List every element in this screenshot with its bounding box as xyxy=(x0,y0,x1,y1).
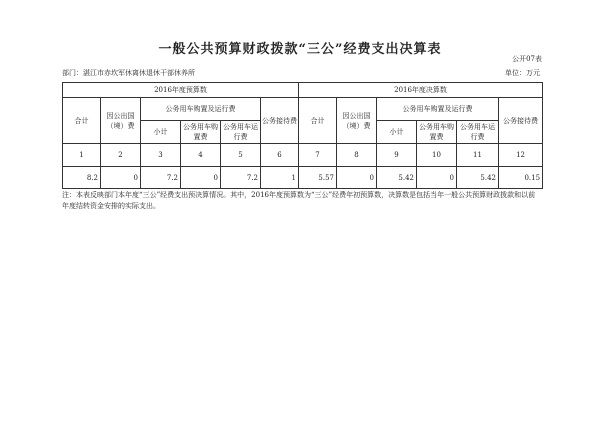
table-cell: 5.57 xyxy=(299,167,337,189)
table-cell: 7.2 xyxy=(221,167,261,189)
final-vehicle-header: 公务用车购置及运行费 xyxy=(377,98,499,121)
column-number: 8 xyxy=(337,144,377,167)
table-row xyxy=(63,167,543,189)
budget-group-header: 2016年度预算数 xyxy=(63,83,299,98)
budget-total-header: 合计 xyxy=(63,98,101,144)
final-group-header: 2016年度决算数 xyxy=(299,83,543,98)
budget-vehicle-operation-header: 公务用车运行费 xyxy=(221,121,261,144)
table-cell: 0 xyxy=(181,167,221,189)
table-cell: 8.2 xyxy=(63,167,101,189)
budget-vehicle-header: 公务用车购置及运行费 xyxy=(141,98,261,121)
budget-abroad-header: 因公出国（境）费 xyxy=(101,98,141,144)
page-title: 一般公共预算财政拨款“三公”经费支出决算表 xyxy=(158,42,442,57)
column-number: 1 xyxy=(63,144,101,167)
budget-vehicle-purchase-header: 公务用车购置费 xyxy=(181,121,221,144)
budget-reception-header: 公务接待费 xyxy=(261,98,299,144)
column-number: 4 xyxy=(181,144,221,167)
table-cell: 0 xyxy=(101,167,141,189)
footnote: 注：本表反映部门本年度“三公”经费支出预决算情况。其中，2016年度预算数为“三公”经费年初预算数，决算数是包括当年一般公共预算财政拨款和以前年度结转资金安排的实际支出。 xyxy=(62,191,536,210)
table-cell: 0 xyxy=(337,167,377,189)
column-number: 2 xyxy=(101,144,141,167)
table-cell: 7.2 xyxy=(141,167,181,189)
table-cell: 0 xyxy=(417,167,457,189)
column-number: 3 xyxy=(141,144,181,167)
table-cell: 5.42 xyxy=(377,167,417,189)
final-vehicle-operation-header: 公务用车运行费 xyxy=(457,121,499,144)
table-cell: 5.42 xyxy=(457,167,499,189)
table-cell: 0.15 xyxy=(499,167,543,189)
column-number: 11 xyxy=(457,144,499,167)
table-header-row xyxy=(63,98,543,121)
table-cell: 1 xyxy=(261,167,299,189)
column-number: 12 xyxy=(499,144,543,167)
column-number: 5 xyxy=(221,144,261,167)
unit-label: 单位：万元 xyxy=(505,69,540,77)
table-code: 公开07表 xyxy=(512,55,542,63)
final-total-header: 合计 xyxy=(299,98,337,144)
column-number: 6 xyxy=(261,144,299,167)
three-public-expenses-table xyxy=(62,82,543,189)
department-label: 部门：湛江市赤坎军休离休退休干部休养所 xyxy=(62,69,195,77)
column-number: 10 xyxy=(417,144,457,167)
column-number: 9 xyxy=(377,144,417,167)
column-number-row xyxy=(63,144,543,167)
final-reception-header: 公务接待费 xyxy=(499,98,543,144)
table-header-row xyxy=(63,83,543,98)
final-subtotal-header: 小计 xyxy=(377,121,417,144)
final-vehicle-purchase-header: 公务用车购置费 xyxy=(417,121,457,144)
final-abroad-header: 因公出国（境）费 xyxy=(337,98,377,144)
budget-subtotal-header: 小计 xyxy=(141,121,181,144)
column-number: 7 xyxy=(299,144,337,167)
